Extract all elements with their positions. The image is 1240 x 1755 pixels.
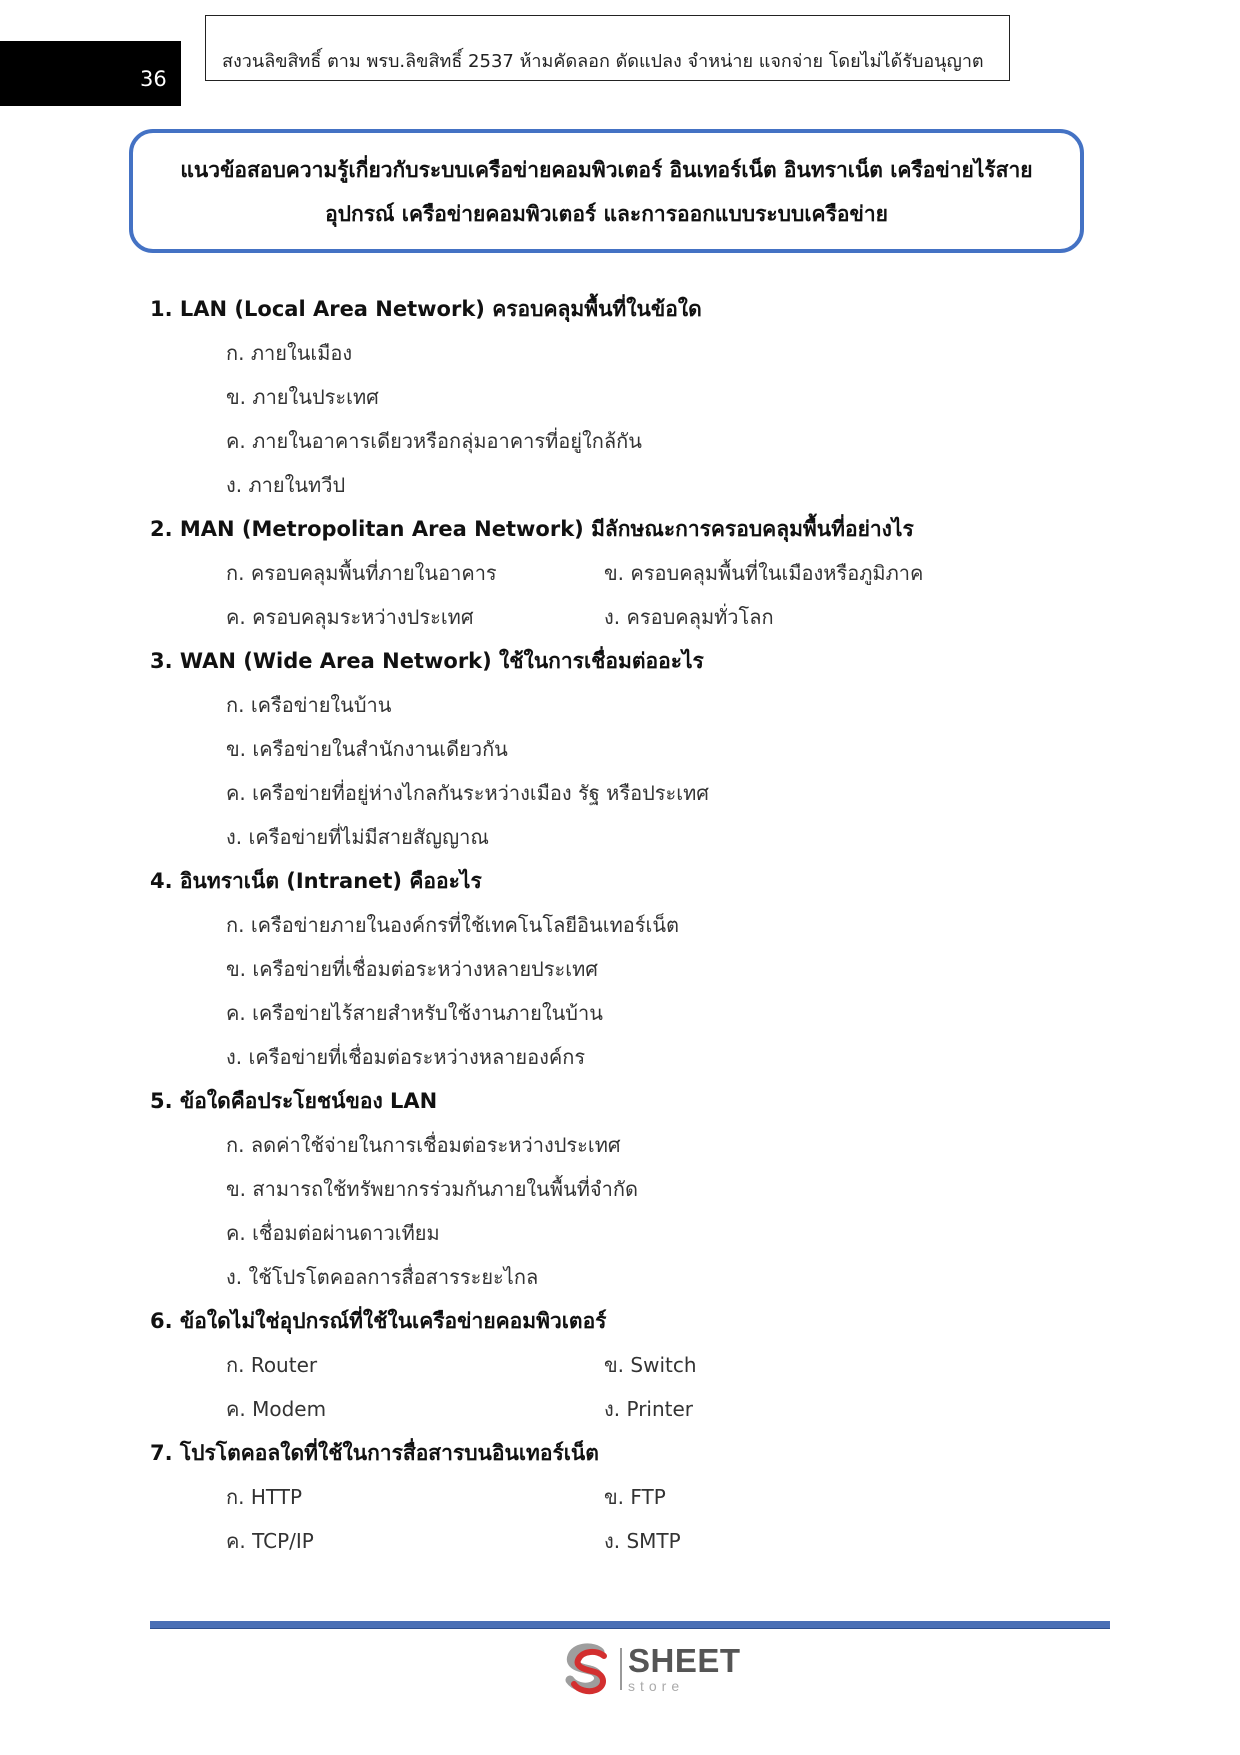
option-a: ก. ลดค่าใช้จ่ายในการเชื่อมต่อระหว่างประเทศ (226, 1133, 621, 1157)
option-d: ง. Printer (604, 1397, 694, 1421)
option-c: ค. เครือข่ายที่อยู่ห่างไกลกันระหว่างเมือง รัฐ หรือประเทศ (226, 781, 709, 805)
option-b: ข. เครือข่ายที่เชื่อมต่อระหว่างหลายประเทศ (226, 957, 598, 981)
question-3 (150, 639, 1110, 859)
option-c: ค. ครอบคลุมระหว่างประเทศ (226, 605, 474, 629)
page-number (0, 41, 181, 106)
option-grid (150, 1343, 1110, 1431)
option-d: ง. เครือข่ายที่ไม่มีสายสัญญาณ (226, 825, 489, 849)
section-title-line-1: แนวข้อสอบความรู้เกี่ยวกับระบบเครือข่ายคอมพิวเตอร์ อินเทอร์เน็ต อินทราเน็ต เครือข่ายไร้สาย (180, 158, 1033, 182)
option-b: ข. สามารถใช้ทรัพยากรร่วมกันภายในพื้นที่จำกัด (226, 1177, 638, 1201)
question-2 (150, 507, 1110, 639)
option-a: ก. Router (226, 1353, 318, 1377)
option-c: ค. ภายในอาคารเดียวหรือกลุ่มอาคารที่อยู่ใกล้กัน (226, 429, 642, 453)
section-title-box (129, 129, 1084, 253)
copyright-text: สงวนลิขสิทธิ์ ตาม พรบ.ลิขสิทธิ์ 2537 ห้ามคัดลอก ดัดแปลง จำหน่าย แจกจ่าย โดยไม่ได้รับอนุญาต (222, 51, 984, 72)
logo-separator (620, 1648, 622, 1690)
page-number-text: 36 (140, 67, 167, 91)
option-d: ง. SMTP (604, 1529, 681, 1553)
option-a: ก. เครือข่ายในบ้าน (226, 693, 392, 717)
question-5 (150, 1079, 1110, 1299)
question-text: 4. อินทราเน็ต (Intranet) คืออะไร (150, 869, 482, 893)
option-c: ค. Modem (226, 1397, 327, 1421)
option-a: ก. ภายในเมือง (226, 341, 353, 365)
option-a: ก. HTTP (226, 1485, 303, 1509)
copyright-notice (205, 15, 1010, 81)
option-d: ง. ครอบคลุมทั่วโลก (604, 605, 774, 629)
option-d: ง. ภายในทวีป (226, 473, 346, 497)
question-text: 3. WAN (Wide Area Network) ใช้ในการเชื่อมต่ออะไร (150, 649, 704, 673)
option-grid (150, 551, 1110, 639)
question-1 (150, 287, 1110, 507)
section-title-line-2: อุปกรณ์ เครือข่ายคอมพิวเตอร์ และการออกแบบระบบเครือข่าย (325, 202, 888, 226)
question-text: 6. ข้อใดไม่ใช่อุปกรณ์ที่ใช้ในเครือข่ายคอมพิวเตอร์ (150, 1309, 607, 1333)
option-b: ข. ครอบคลุมพื้นที่ในเมืองหรือภูมิภาค (604, 561, 924, 585)
option-a: ก. ครอบคลุมพื้นที่ภายในอาคาร (226, 561, 497, 585)
question-list (150, 287, 1110, 1563)
question-text: 7. โปรโตคอลใดที่ใช้ในการสื่อสารบนอินเทอร์เน็ต (150, 1441, 599, 1465)
logo-wordmark: SHEET (628, 1642, 741, 1679)
option-b: ข. Switch (604, 1353, 697, 1377)
option-grid (150, 1475, 1110, 1563)
question-text: 5. ข้อใดคือประโยชน์ของ LAN (150, 1089, 438, 1113)
option-c: ค. เครือข่ายไร้สายสำหรับใช้งานภายในบ้าน (226, 1001, 603, 1025)
question-4 (150, 859, 1110, 1079)
question-7 (150, 1431, 1110, 1563)
option-d: ง. เครือข่ายที่เชื่อมต่อระหว่างหลายองค์กร (226, 1045, 586, 1069)
question-6 (150, 1299, 1110, 1431)
question-text: 1. LAN (Local Area Network) ครอบคลุมพื้นที่ในข้อใด (150, 297, 702, 321)
option-c: ค. เชื่อมต่อผ่านดาวเทียม (226, 1221, 440, 1245)
footer-divider (150, 1621, 1110, 1629)
logo-subtitle: store (628, 1678, 685, 1694)
question-text: 2. MAN (Metropolitan Area Network) มีลักษณะการครอบคลุมพื้นที่อย่างไร (150, 517, 914, 541)
option-b: ข. FTP (604, 1485, 666, 1509)
option-b: ข. เครือข่ายในสำนักงานเดียวกัน (226, 737, 508, 761)
option-d: ง. ใช้โปรโตคอลการสื่อสารระยะไกล (226, 1265, 539, 1289)
option-b: ข. ภายในประเทศ (226, 385, 379, 409)
option-c: ค. TCP/IP (226, 1529, 314, 1553)
sheet-store-logo (560, 1640, 740, 1696)
option-a: ก. เครือข่ายภายในองค์กรที่ใช้เทคโนโลยีอินเทอร์เน็ต (226, 913, 679, 937)
sheet-s-logo-icon (560, 1640, 616, 1696)
